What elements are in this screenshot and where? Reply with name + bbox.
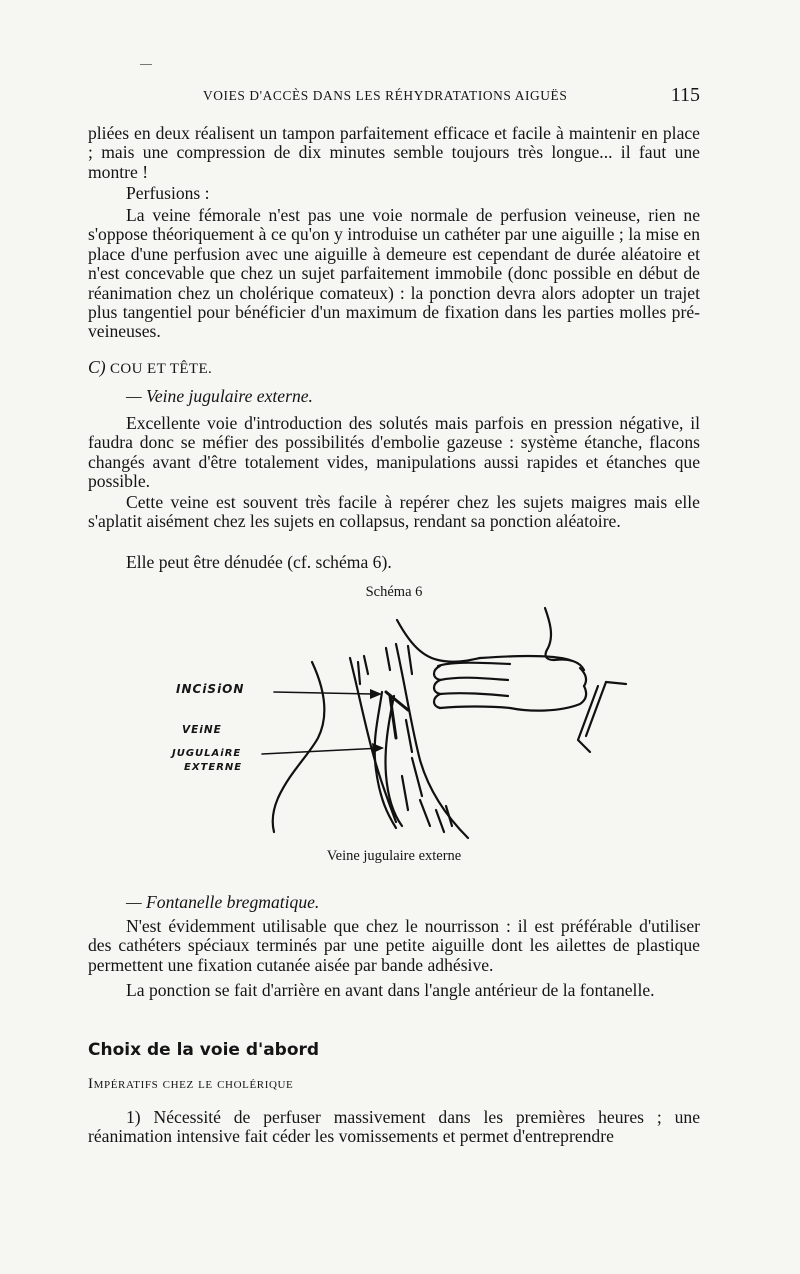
section-heading-choix: Choix de la voie d'abord <box>88 1040 320 1060</box>
paragraph-denudee: Elle peut être dénudée (cf. schéma 6). <box>126 552 392 572</box>
paragraph-perfusions-label: Perfusions : <box>126 183 210 203</box>
subheading-veine-jugulaire: — Veine jugulaire externe. <box>126 386 313 406</box>
paragraph-ponction: La ponction se fait d'arrière en avant dans l'angle antérieur de la fontanelle. <box>126 980 655 1000</box>
stray-mark <box>140 64 152 65</box>
paragraph-veine-femorale: La veine fémorale n'est pas une voie normale de perfusion veineuse, rien ne s'oppose théoriquement à ce qu'on y introduise un cathéter par une aiguille ; la mise en place d'une perfusion avec une aiguille à demeure est cependant de durée aléatoire et n'est concevable que chez un sujet parfaitement immobile (donc possible en début de réanimation chez un cholérique comateux) : la ponction devra alors adopter un trajet plus tangentiel pour bénéficier d'un maximum de fixation dans les parties molles pré-veineuses. <box>88 205 700 342</box>
neck-incision-drawing <box>150 600 650 845</box>
heading-letter: C) <box>88 357 106 377</box>
label-jugulaire: JUGULAiRE <box>172 748 242 759</box>
figure-caption: Veine jugulaire externe <box>326 848 462 864</box>
figure-title: Schéma 6 <box>365 584 423 600</box>
paragraph-tampon: pliées en deux réalisent un tampon parfaitement efficace et facile à maintenir en place ; mais une compression de dix minutes semble toujours très longue... il faut une montre ! <box>88 123 700 182</box>
running-head-title: VOIES D'ACCÈS DANS LES RÉHYDRATATIONS AIGUËS <box>203 88 568 103</box>
section-heading-cou-tete <box>88 357 212 378</box>
page-number: 115 <box>670 84 700 106</box>
schema-6-figure <box>150 600 650 845</box>
heading-text: COU ET TÊTE. <box>110 361 213 377</box>
paragraph-nourrisson: N'est évidemment utilisable que chez le nourrisson : il est préférable d'utiliser des cathéters spéciaux terminés par une petite aiguille dont les ailettes de plastique permettent une fixation cutanée aisée par bande adhésive. <box>88 916 700 975</box>
subheading-imperatifs: Impératifs chez le cholérique <box>88 1076 294 1092</box>
paragraph-necessite: 1) Nécessité de perfuser massivement dans les premières heures ; une réanimation intensive fait céder les vomissements et permet d'entreprendre <box>88 1107 700 1147</box>
paragraph-cette-veine: Cette veine est souvent très facile à repérer chez les sujets maigres mais elle s'aplatit aisément chez les sujets en collapsus, rendant sa ponction aléatoire. <box>88 492 700 532</box>
paragraph-excellente-voie: Excellente voie d'introduction des solutés mais parfois en pression négative, il faudra donc se méfier des possibilités d'embolie gazeuse : système étanche, flacons changés avant d'être totalement vides, manipulations aussi rapides et étanches que possible. <box>88 413 700 492</box>
label-incision: INCiSiON <box>176 682 245 696</box>
label-veine: VEiNE <box>182 724 222 736</box>
label-externe: EXTERNE <box>184 762 243 773</box>
subheading-fontanelle: — Fontanelle bregmatique. <box>126 892 320 912</box>
